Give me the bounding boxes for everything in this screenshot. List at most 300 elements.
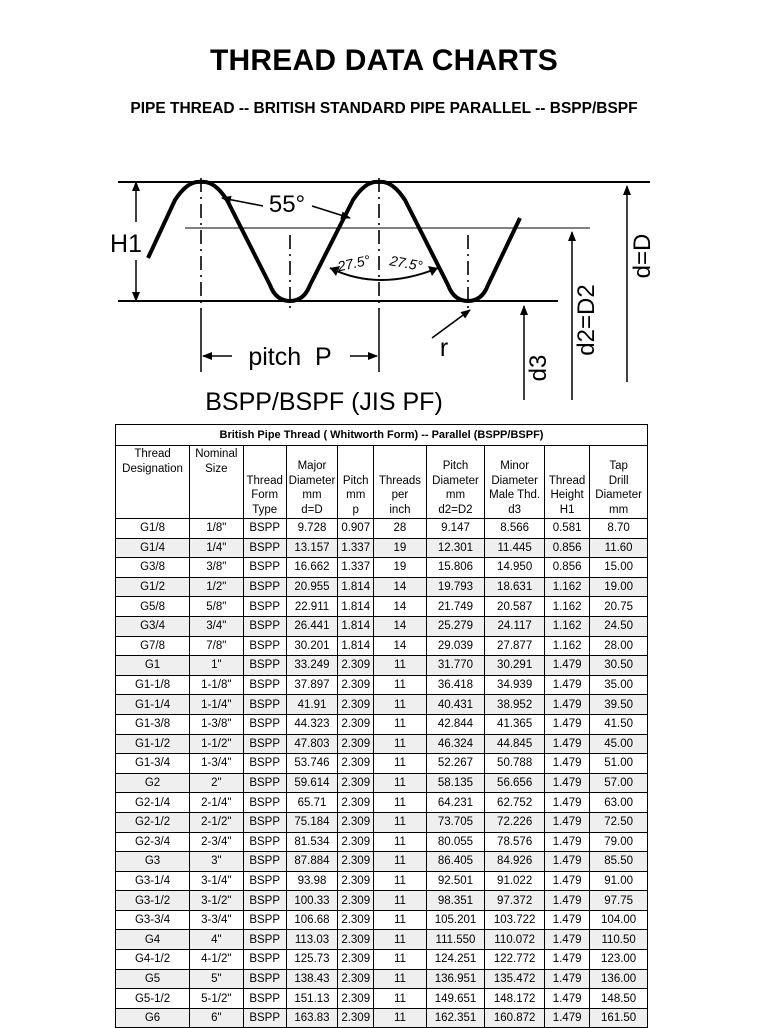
- header-line: mm: [302, 489, 322, 501]
- header-line: Male Thd.: [489, 489, 541, 501]
- table-cell: 3/4": [190, 616, 244, 636]
- header-line: d2=D2: [438, 503, 473, 516]
- table-cell: 149.651: [426, 989, 485, 1009]
- table-cell: 19: [374, 558, 426, 578]
- table-cell: 11: [374, 852, 426, 872]
- table-cell: 0.856: [544, 538, 589, 558]
- table-cell: 2.309: [338, 695, 374, 715]
- table-cell: 160.872: [485, 1008, 545, 1028]
- header-line: per: [391, 489, 409, 501]
- table-cell: 78.576: [485, 832, 545, 852]
- table-cell: 0.907: [338, 519, 374, 539]
- table-cell: 39.50: [590, 695, 648, 715]
- table-cell: 163.83: [286, 1008, 337, 1028]
- table-cell: 2.309: [338, 871, 374, 891]
- header-nominal-size: [190, 446, 244, 519]
- table-row: [116, 597, 648, 617]
- header-major-diameter: [286, 446, 337, 519]
- table-cell: 1.162: [544, 636, 589, 656]
- table-cell: G3/8: [116, 558, 190, 578]
- table-cell: 2.309: [338, 734, 374, 754]
- header-line: Diameter: [432, 474, 479, 487]
- table-cell: 41.365: [485, 714, 545, 734]
- table-cell: 75.184: [286, 812, 337, 832]
- table-cell: 148.172: [485, 989, 545, 1009]
- table-cell: 6": [190, 1008, 244, 1028]
- table-cell: 1.479: [544, 950, 589, 970]
- table-cell: BSPP: [243, 656, 286, 676]
- table-cell: 42.844: [426, 714, 485, 734]
- table-row: [116, 989, 648, 1009]
- table-cell: 1.814: [338, 616, 374, 636]
- table-cell: 86.405: [426, 852, 485, 872]
- table-cell: 44.845: [485, 734, 545, 754]
- table-cell: 1/4": [190, 538, 244, 558]
- table-cell: 138.43: [286, 969, 337, 989]
- table-cell: BSPP: [243, 616, 286, 636]
- table-cell: 11: [374, 871, 426, 891]
- table-cell: 2-1/2": [190, 812, 244, 832]
- table-cell: 11.445: [485, 538, 545, 558]
- table-cell: 30.291: [485, 656, 545, 676]
- table-caption: British Pipe Thread ( Whitworth Form) -- Parallel (BSPP/BSPF): [116, 425, 648, 446]
- table-cell: BSPP: [243, 597, 286, 617]
- table-row: [116, 519, 648, 539]
- table-cell: 11: [374, 832, 426, 852]
- table-cell: 64.231: [426, 793, 485, 813]
- table-cell: 21.749: [426, 597, 485, 617]
- table-cell: 11: [374, 754, 426, 774]
- table-cell: 36.418: [426, 675, 485, 695]
- table-cell: 11.60: [590, 538, 648, 558]
- table-cell: 18.631: [485, 577, 545, 597]
- header-line: Designation: [122, 462, 183, 475]
- table-cell: 2.309: [338, 1008, 374, 1028]
- table-cell: 136.951: [426, 969, 485, 989]
- table-cell: 80.055: [426, 832, 485, 852]
- table-cell: 1-1/8": [190, 675, 244, 695]
- table-cell: 57.00: [590, 773, 648, 793]
- table-cell: 136.00: [590, 969, 648, 989]
- table-cell: 27.877: [485, 636, 545, 656]
- table-cell: 11: [374, 812, 426, 832]
- table-header-row: [116, 446, 648, 519]
- table-row: [116, 852, 648, 872]
- table-cell: G1-3/4: [116, 754, 190, 774]
- table-cell: 11: [374, 1008, 426, 1028]
- table-cell: 122.772: [485, 950, 545, 970]
- table-cell: 7/8": [190, 636, 244, 656]
- table-cell: 84.926: [485, 852, 545, 872]
- table-row: [116, 812, 648, 832]
- table-row: [116, 891, 648, 911]
- header-line: Diameter: [288, 474, 336, 487]
- table-cell: 59.614: [286, 773, 337, 793]
- table-cell: 2.309: [338, 950, 374, 970]
- table-cell: 1/8": [190, 519, 244, 539]
- table-row: [116, 930, 648, 950]
- table-cell: 56.656: [485, 773, 545, 793]
- table-cell: 1.479: [544, 812, 589, 832]
- table-cell: 28.00: [590, 636, 648, 656]
- table-cell: 1.162: [544, 616, 589, 636]
- table-cell: G3-3/4: [116, 910, 190, 930]
- header-threads-per-inch: [374, 446, 426, 519]
- table-body: [116, 519, 648, 1028]
- table-cell: 3-3/4": [190, 910, 244, 930]
- table-cell: 62.752: [485, 793, 545, 813]
- table-cell: 20.587: [485, 597, 545, 617]
- table-row: [116, 656, 648, 676]
- header-line: d=D: [301, 503, 323, 516]
- table-cell: 104.00: [590, 910, 648, 930]
- table-cell: 72.226: [485, 812, 545, 832]
- header-line: Tap: [609, 460, 628, 472]
- table-cell: 16.662: [286, 558, 337, 578]
- table-cell: 3/8": [190, 558, 244, 578]
- table-cell: G4-1/2: [116, 950, 190, 970]
- table-cell: G3-1/2: [116, 891, 190, 911]
- table-cell: G7/8: [116, 636, 190, 656]
- header-line: Diameter: [595, 489, 642, 501]
- table-cell: 1": [190, 656, 244, 676]
- table-cell: 1.479: [544, 910, 589, 930]
- table-cell: 110.50: [590, 930, 648, 950]
- header-line: Type: [252, 503, 278, 516]
- table-cell: 4": [190, 930, 244, 950]
- table-cell: 22.911: [286, 597, 337, 617]
- table-cell: BSPP: [243, 852, 286, 872]
- table-cell: 14.950: [485, 558, 545, 578]
- table-cell: 98.351: [426, 891, 485, 911]
- table-cell: 1.162: [544, 597, 589, 617]
- table-row: [116, 675, 648, 695]
- table-cell: 1.337: [338, 558, 374, 578]
- table-cell: BSPP: [243, 812, 286, 832]
- header-line: Height: [550, 489, 584, 501]
- table-cell: 11: [374, 734, 426, 754]
- table-cell: 11: [374, 656, 426, 676]
- half-angle-right-label: 27.5°: [388, 252, 424, 274]
- thread-data-table: [115, 424, 648, 1028]
- table-cell: 24.50: [590, 616, 648, 636]
- thread-profile-diagram: [100, 160, 660, 420]
- table-cell: G1/2: [116, 577, 190, 597]
- table-cell: G1: [116, 656, 190, 676]
- header-line: Threads: [378, 474, 422, 487]
- header-line: mm: [346, 489, 366, 501]
- table-cell: 9.728: [286, 519, 337, 539]
- table-cell: BSPP: [243, 538, 286, 558]
- table-cell: 40.431: [426, 695, 485, 715]
- table-cell: 63.00: [590, 793, 648, 813]
- table-cell: BSPP: [243, 989, 286, 1009]
- table-cell: 35.00: [590, 675, 648, 695]
- table-cell: 37.897: [286, 675, 337, 695]
- header-line: Thread: [246, 474, 283, 487]
- table-cell: 1.479: [544, 734, 589, 754]
- table-cell: 33.249: [286, 656, 337, 676]
- table-cell: 50.788: [485, 754, 545, 774]
- table-cell: 1-1/2": [190, 734, 244, 754]
- table-cell: 151.13: [286, 989, 337, 1009]
- table-cell: 73.705: [426, 812, 485, 832]
- table-cell: 161.50: [590, 1008, 648, 1028]
- table-row: [116, 754, 648, 774]
- table-cell: 52.267: [426, 754, 485, 774]
- table-cell: 2-1/4": [190, 793, 244, 813]
- header-line: mm: [445, 489, 466, 501]
- table-cell: 2.309: [338, 852, 374, 872]
- table-cell: BSPP: [243, 519, 286, 539]
- table-cell: 14: [374, 577, 426, 597]
- page-title: THREAD DATA CHARTS: [209, 44, 558, 77]
- table-cell: 30.50: [590, 656, 648, 676]
- d3-label: d3: [525, 354, 552, 382]
- header-line: Minor: [500, 460, 530, 472]
- table-cell: 14: [374, 636, 426, 656]
- header-line: Pitch: [342, 474, 369, 487]
- table-cell: 124.251: [426, 950, 485, 970]
- header-line: Diameter: [491, 474, 538, 487]
- table-cell: G1/4: [116, 538, 190, 558]
- header-thread-height: [544, 446, 589, 519]
- table-row: [116, 577, 648, 597]
- table-cell: G1-3/8: [116, 714, 190, 734]
- table-cell: BSPP: [243, 636, 286, 656]
- table-cell: BSPP: [243, 910, 286, 930]
- table-cell: 25.279: [426, 616, 485, 636]
- table-cell: 30.201: [286, 636, 337, 656]
- table-cell: 2.309: [338, 675, 374, 695]
- table-row: [116, 832, 648, 852]
- table-cell: BSPP: [243, 871, 286, 891]
- table-row: [116, 773, 648, 793]
- table-cell: 1.479: [544, 656, 589, 676]
- table-cell: 14: [374, 616, 426, 636]
- table-cell: 1.479: [544, 695, 589, 715]
- table-cell: 1.479: [544, 989, 589, 1009]
- header-tap-drill-diameter: [590, 446, 648, 519]
- table-cell: BSPP: [243, 734, 286, 754]
- table-cell: BSPP: [243, 832, 286, 852]
- table-cell: 1.337: [338, 538, 374, 558]
- header-line: Size: [205, 462, 228, 475]
- table-cell: 15.806: [426, 558, 485, 578]
- table-cell: 5": [190, 969, 244, 989]
- table-cell: 28: [374, 519, 426, 539]
- table-cell: 2.309: [338, 832, 374, 852]
- table-cell: 1-1/4": [190, 695, 244, 715]
- table-cell: G3/4: [116, 616, 190, 636]
- table-cell: 2": [190, 773, 244, 793]
- header-thread-designation: [116, 446, 190, 519]
- table-cell: BSPP: [243, 793, 286, 813]
- header-pitch-diameter: [426, 446, 485, 519]
- table-cell: 19: [374, 538, 426, 558]
- table-row: [116, 558, 648, 578]
- table-cell: G5-1/2: [116, 989, 190, 1009]
- table-cell: G1/8: [116, 519, 190, 539]
- table-cell: 5/8": [190, 597, 244, 617]
- table-cell: G6: [116, 1008, 190, 1028]
- thread-profile-curve: [148, 182, 520, 301]
- table-cell: 11: [374, 675, 426, 695]
- table-cell: 2.309: [338, 773, 374, 793]
- table-cell: 1.479: [544, 675, 589, 695]
- table-cell: BSPP: [243, 675, 286, 695]
- table-cell: 8.566: [485, 519, 545, 539]
- table-cell: 65.71: [286, 793, 337, 813]
- table-cell: G1-1/2: [116, 734, 190, 754]
- table-cell: 91.00: [590, 871, 648, 891]
- table-cell: 2.309: [338, 891, 374, 911]
- table-cell: 5-1/2": [190, 989, 244, 1009]
- table-cell: 81.534: [286, 832, 337, 852]
- table-cell: 1.814: [338, 577, 374, 597]
- table-cell: 2.309: [338, 714, 374, 734]
- table-cell: 46.324: [426, 734, 485, 754]
- table-cell: 11: [374, 714, 426, 734]
- header-line: Nominal: [195, 448, 238, 460]
- table-cell: G3-1/4: [116, 871, 190, 891]
- table-cell: 123.00: [590, 950, 648, 970]
- table-cell: 111.550: [426, 930, 485, 950]
- table-row: [116, 969, 648, 989]
- table-cell: 72.50: [590, 812, 648, 832]
- page-subtitle: PIPE THREAD -- BRITISH STANDARD PIPE PARALLEL -- BSPP/BSPF: [130, 100, 638, 117]
- table-cell: 1.479: [544, 930, 589, 950]
- table-cell: 14: [374, 597, 426, 617]
- table-cell: G2-1/2: [116, 812, 190, 832]
- table-cell: G4: [116, 930, 190, 950]
- table-cell: 19.00: [590, 577, 648, 597]
- table-cell: 19.793: [426, 577, 485, 597]
- table-cell: 20.75: [590, 597, 648, 617]
- table-cell: 1.479: [544, 754, 589, 774]
- table-cell: 13.157: [286, 538, 337, 558]
- table-row: [116, 734, 648, 754]
- table-cell: 2.309: [338, 989, 374, 1009]
- table-cell: 58.135: [426, 773, 485, 793]
- table-cell: BSPP: [243, 773, 286, 793]
- header-line: Form: [251, 489, 279, 501]
- table-cell: BSPP: [243, 754, 286, 774]
- header-line: H1: [559, 503, 575, 516]
- header-line: Pitch: [442, 460, 469, 472]
- header-line: Thread: [134, 448, 171, 460]
- table-cell: 2.309: [338, 754, 374, 774]
- table-cell: 11: [374, 910, 426, 930]
- table-cell: 1.479: [544, 891, 589, 911]
- table-cell: 53.746: [286, 754, 337, 774]
- table-cell: 20.955: [286, 577, 337, 597]
- table-cell: 1.479: [544, 832, 589, 852]
- table-cell: 11: [374, 891, 426, 911]
- d2-label: d2=D2: [573, 284, 600, 356]
- table-cell: BSPP: [243, 558, 286, 578]
- table-cell: 45.00: [590, 734, 648, 754]
- table-cell: 1-3/4": [190, 754, 244, 774]
- table-cell: 11: [374, 773, 426, 793]
- table-cell: BSPP: [243, 930, 286, 950]
- table-cell: 92.501: [426, 871, 485, 891]
- table-cell: 93.98: [286, 871, 337, 891]
- table-cell: 11: [374, 950, 426, 970]
- header-line: Major: [297, 460, 327, 472]
- table-cell: 1/2": [190, 577, 244, 597]
- table-row: [116, 950, 648, 970]
- table-cell: 85.50: [590, 852, 648, 872]
- table-cell: G2-3/4: [116, 832, 190, 852]
- table-cell: 41.91: [286, 695, 337, 715]
- table-cell: 24.117: [485, 616, 545, 636]
- table-cell: 38.952: [485, 695, 545, 715]
- table-cell: 8.70: [590, 519, 648, 539]
- table-cell: 1.479: [544, 969, 589, 989]
- table-cell: 9.147: [426, 519, 485, 539]
- header-line: Thread: [548, 474, 586, 487]
- table-cell: G1-1/8: [116, 675, 190, 695]
- header-line: p: [352, 503, 359, 516]
- table-cell: 110.072: [485, 930, 545, 950]
- table-cell: 106.68: [286, 910, 337, 930]
- table-cell: 1-3/8": [190, 714, 244, 734]
- table-cell: 2.309: [338, 656, 374, 676]
- header-pitch: [338, 446, 374, 519]
- table-cell: G2: [116, 773, 190, 793]
- table-cell: 1.479: [544, 793, 589, 813]
- table-cell: 125.73: [286, 950, 337, 970]
- table-cell: 2.309: [338, 812, 374, 832]
- header-line: Drill: [608, 474, 629, 487]
- header-minor-diameter: [485, 446, 545, 519]
- table-cell: G5/8: [116, 597, 190, 617]
- table-cell: 79.00: [590, 832, 648, 852]
- table-cell: 1.479: [544, 852, 589, 872]
- table-cell: 1.479: [544, 773, 589, 793]
- header-thread-form-type: [243, 446, 286, 519]
- table-cell: BSPP: [243, 577, 286, 597]
- table-cell: BSPP: [243, 714, 286, 734]
- table-cell: 11: [374, 695, 426, 715]
- table-cell: 47.803: [286, 734, 337, 754]
- table-cell: 11: [374, 930, 426, 950]
- angle-label: 55°: [268, 191, 306, 218]
- table-cell: 41.50: [590, 714, 648, 734]
- header-line: d3: [508, 503, 522, 516]
- table-row: [116, 636, 648, 656]
- table-cell: BSPP: [243, 1008, 286, 1028]
- table-cell: 34.939: [485, 675, 545, 695]
- table-cell: 1.479: [544, 714, 589, 734]
- table-cell: 113.03: [286, 930, 337, 950]
- table-cell: 2.309: [338, 793, 374, 813]
- d-label: d=D: [629, 233, 656, 279]
- table-cell: 51.00: [590, 754, 648, 774]
- table-cell: 3": [190, 852, 244, 872]
- table-cell: 3-1/4": [190, 871, 244, 891]
- table-cell: G3: [116, 852, 190, 872]
- table-row: [116, 910, 648, 930]
- table-cell: 162.351: [426, 1008, 485, 1028]
- table-cell: 0.856: [544, 558, 589, 578]
- table-row: [116, 871, 648, 891]
- table-cell: 11: [374, 793, 426, 813]
- table-cell: 91.022: [485, 871, 545, 891]
- table-cell: 1.814: [338, 597, 374, 617]
- table-cell: 11: [374, 989, 426, 1009]
